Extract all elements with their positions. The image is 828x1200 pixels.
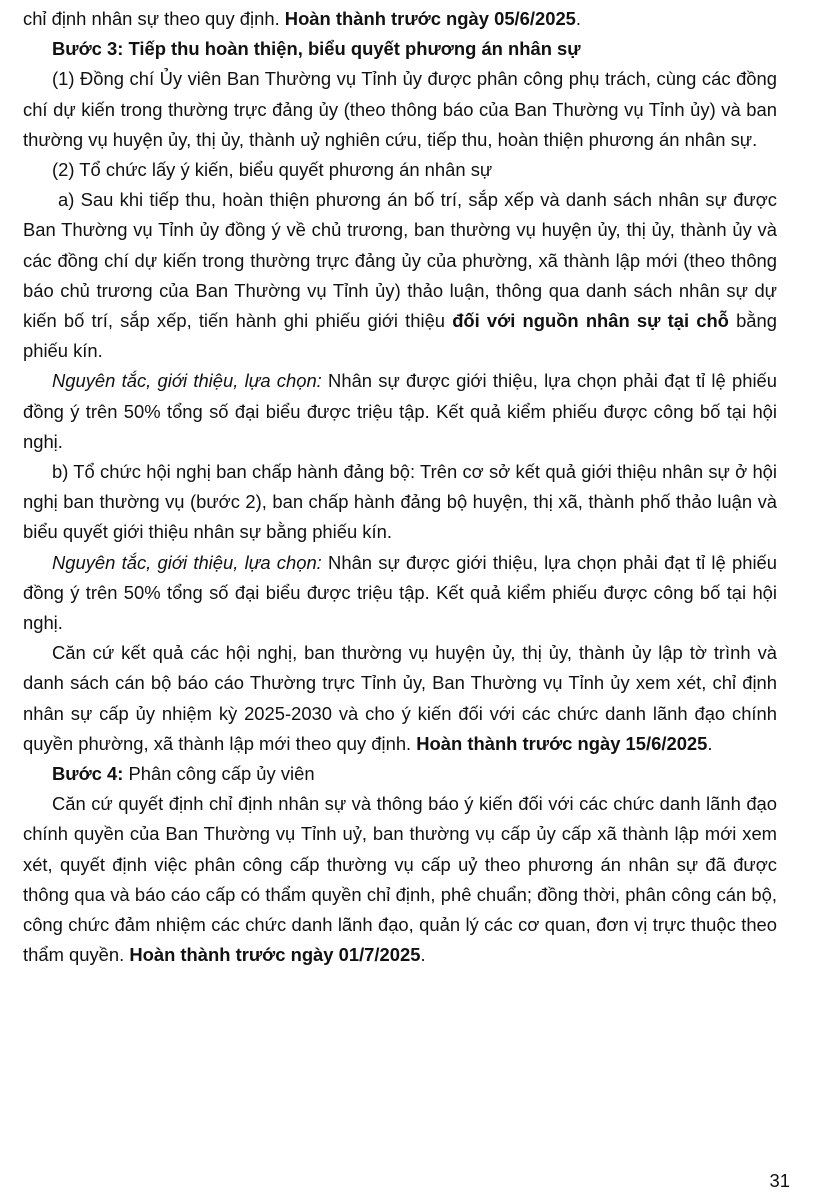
paragraph [23, 638, 777, 759]
text-run: Căn cứ quyết định chỉ định nhân sự và thông báo ý kiến đối với các chức danh lãnh đạo chính quyền của Ban Thường vụ Tỉnh uỷ, ban thường vụ cấp ủy cấp xã thành lập mới xem xét, quyết định việc phân công cấp thường vụ cấp uỷ theo phương án nhân sự đã được thông qua và báo cáo cấp có thẩm quyền chỉ định, phê chuẩn; đồng thời, phân công cán bộ, công chức đảm nhiệm các chức danh lãnh đạo, quản lý các cơ quan, đơn vị trực thuộc theo thẩm quyền. [23, 793, 777, 966]
paragraph [23, 366, 777, 457]
page-number: 31 [769, 1170, 790, 1191]
paragraph [23, 4, 777, 34]
paragraph [23, 34, 777, 64]
bold-text: Bước 3: Tiếp thu hoàn thiện, biểu quyết phương án nhân sự [52, 38, 581, 60]
document-body [23, 4, 777, 971]
italic-text: Nguyên tắc, giới thiệu, lựa chọn: [52, 551, 322, 573]
text-run: (1) Đồng chí Ủy viên Ban Thường vụ Tỉnh ủy được phân công phụ trách, cùng các đồng chí dự kiến trong thường trực đảng ủy (theo thông báo của Ban Thường vụ Tỉnh ủy) và ban thường vụ huyện ủy, thị ủy, thành uỷ nghiên cứu, tiếp thu, hoàn thiện phương án nhân sự. [23, 68, 777, 150]
paragraph [23, 457, 777, 548]
text-run: Phân công cấp ủy viên [123, 763, 315, 785]
document-page [23, 4, 777, 971]
paragraph [23, 64, 777, 155]
text-run: . [575, 8, 582, 29]
text-run: Nhân sự được giới thiệu, lựa chọn phải đạt tỉ lệ phiếu đồng ý trên 50% tổng số đại biểu được triệu tập. Kết quả kiểm phiếu được công bố tại hội nghị. [23, 370, 777, 452]
text-run: Căn cứ kết quả các hội nghị, ban thường vụ huyện ủy, thị ủy, thành ủy lập tờ trình và danh sách cán bộ báo cáo Thường trực Tỉnh ủy, Ban Thường vụ Tỉnh ủy xem xét, chỉ định nhân sự cấp ủy nhiệm kỳ 2025-2030 và cho ý kiến đối với các chức danh lãnh đạo chính quyền phường, xã thành lập mới theo quy định. [23, 642, 777, 754]
text-run: . [420, 944, 426, 966]
text-run: (2) Tổ chức lấy ý kiến, biểu quyết phương án nhân sự [52, 159, 493, 181]
bold-text: Hoàn thành trước ngày 15/6/2025 [416, 732, 708, 754]
text-run: a) Sau khi tiếp thu, hoàn thiện phương án bố trí, sắp xếp và danh sách nhân sự được Ban Thường vụ Tỉnh ủy đồng ý về chủ trương, ban thường vụ huyện ủy, thị ủy, thành ủy và các đồng chí dự kiến trong thường trực đảng ủy của phường, xã thành lập mới (theo thông báo chủ trương của Ban Thường vụ Tỉnh ủy) thảo luận, thông qua danh sách nhân sự dự kiến bố trí, sắp xếp, tiến hành ghi phiếu giới thiệu [23, 189, 777, 332]
paragraph [23, 155, 777, 185]
paragraph [23, 185, 777, 366]
text-run: . [707, 732, 713, 754]
text-run: chỉ định nhân sự theo quy định. [23, 8, 285, 29]
text-run: bằng phiếu kín. [23, 310, 777, 362]
paragraph [23, 548, 777, 639]
text-run: Nhân sự được giới thiệu, lựa chọn phải đạt tỉ lệ phiếu đồng ý trên 50% tổng số đại biểu được triệu tập. Kết quả kiểm phiếu được công bố tại hội nghị. [23, 551, 777, 634]
text-run: b) Tổ chức hội nghị ban chấp hành đảng bộ: Trên cơ sở kết quả giới thiệu nhân sự ở hội nghị ban thường vụ (bước 2), ban chấp hành đảng bộ huyện, thị xã, thành phố thảo luận và biểu quyết giới thiệu nhân sự bằng phiếu kín. [23, 461, 777, 543]
bold-text: Bước 4: [52, 763, 124, 785]
paragraph [23, 789, 777, 970]
paragraph [23, 759, 777, 789]
bold-text: đối với nguồn nhân sự tại chỗ [452, 310, 729, 332]
bold-text: Hoàn thành trước ngày 01/7/2025 [129, 944, 421, 966]
italic-text: Nguyên tắc, giới thiệu, lựa chọn: [52, 370, 322, 392]
bold-text: Hoàn thành trước ngày 05/6/2025 [284, 8, 576, 29]
